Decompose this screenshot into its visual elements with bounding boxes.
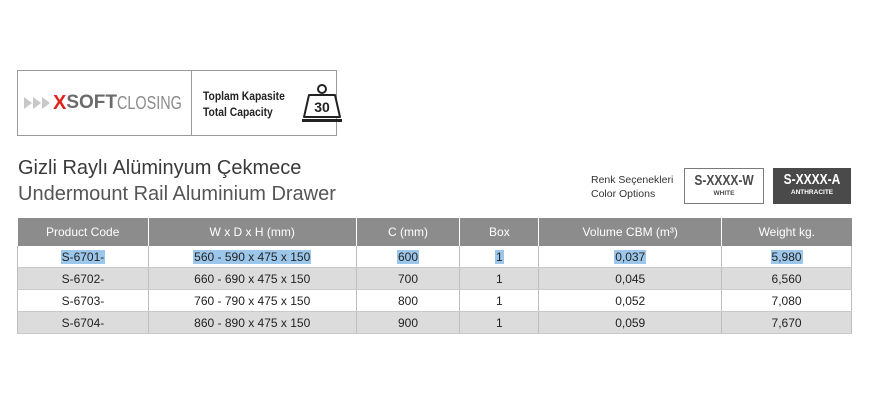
cell-weight xyxy=(722,246,852,268)
header-box: Box xyxy=(460,218,539,246)
cell-box: 1 xyxy=(460,268,539,290)
cell-text: 0,037 xyxy=(615,249,646,264)
cell-text: S-6701- xyxy=(61,249,105,264)
cell-product-code xyxy=(18,246,149,268)
cell-text: 560 - 590 x 475 x 150 xyxy=(194,249,311,264)
soft-closing-logo xyxy=(18,71,192,135)
swatch-anthracite-name: ANTHRACITE xyxy=(790,189,834,196)
cell-volume: 0,059 xyxy=(539,312,722,334)
cell-box: 1 xyxy=(460,290,539,312)
feature-badge xyxy=(17,70,337,136)
logo-soft: SOFT xyxy=(66,92,118,113)
capacity-label-en: Total Capacity xyxy=(203,105,273,119)
swatch-white-name: WHITE xyxy=(713,190,735,197)
cell-box: 1 xyxy=(460,312,539,334)
header-product-code: Product Code xyxy=(18,218,149,246)
table-header-row xyxy=(18,218,852,246)
capacity-value: 30 xyxy=(314,99,330,115)
cell-product-code: S-6702- xyxy=(18,268,149,290)
title-english: Undermount Rail Aluminium Drawer xyxy=(18,183,336,205)
cell-dimensions xyxy=(148,246,356,268)
table-row[interactable] xyxy=(18,312,852,334)
color-options-label-tr: Renk Seçenekleri xyxy=(591,174,674,186)
logo-x: X xyxy=(53,91,66,114)
swatch-white-code: S-XXXX-W xyxy=(694,172,754,189)
cell-text: 1 xyxy=(496,249,503,264)
header-weight: Weight kg. xyxy=(722,218,852,246)
cell-dimensions: 760 - 790 x 475 x 150 xyxy=(148,290,356,312)
capacity-label-tr: Toplam Kapasite xyxy=(203,89,285,103)
cell-weight: 7,670 xyxy=(722,312,852,334)
cell-volume: 0,045 xyxy=(539,268,722,290)
color-swatch-white xyxy=(684,168,764,204)
cell-text: 5,980 xyxy=(771,249,802,264)
color-swatch-anthracite xyxy=(773,168,851,204)
table-row[interactable] xyxy=(18,246,852,268)
cell-weight: 6,560 xyxy=(722,268,852,290)
cell-product-code: S-6704- xyxy=(18,312,149,334)
cell-dimensions: 860 - 890 x 475 x 150 xyxy=(148,312,356,334)
table-row[interactable] xyxy=(18,290,852,312)
header-dimensions: W x D x H (mm) xyxy=(148,218,356,246)
cell-c: 800 xyxy=(356,290,460,312)
title-turkish: Gizli Raylı Alüminyum Çekmece xyxy=(18,157,302,179)
weight-icon xyxy=(300,82,344,126)
cell-box xyxy=(460,246,539,268)
cell-volume: 0,052 xyxy=(539,290,722,312)
header-c: C (mm) xyxy=(356,218,460,246)
header-volume: Volume CBM (m³) xyxy=(539,218,722,246)
cell-weight: 7,080 xyxy=(722,290,852,312)
spec-table xyxy=(17,218,852,334)
cell-product-code: S-6703- xyxy=(18,290,149,312)
cell-volume xyxy=(539,246,722,268)
cell-dimensions: 660 - 690 x 475 x 150 xyxy=(148,268,356,290)
cell-c: 700 xyxy=(356,268,460,290)
cell-c xyxy=(356,246,460,268)
cell-c: 900 xyxy=(356,312,460,334)
color-options-label xyxy=(591,173,673,201)
chevrons-icon xyxy=(24,97,51,109)
capacity-label xyxy=(203,88,285,120)
table-row[interactable] xyxy=(18,268,852,290)
color-options-label-en: Color Options xyxy=(591,188,656,200)
cell-text: 600 xyxy=(397,249,419,264)
logo-closing: CLOSING xyxy=(117,92,182,113)
swatch-anthracite-code: S-XXXX-A xyxy=(783,171,841,188)
